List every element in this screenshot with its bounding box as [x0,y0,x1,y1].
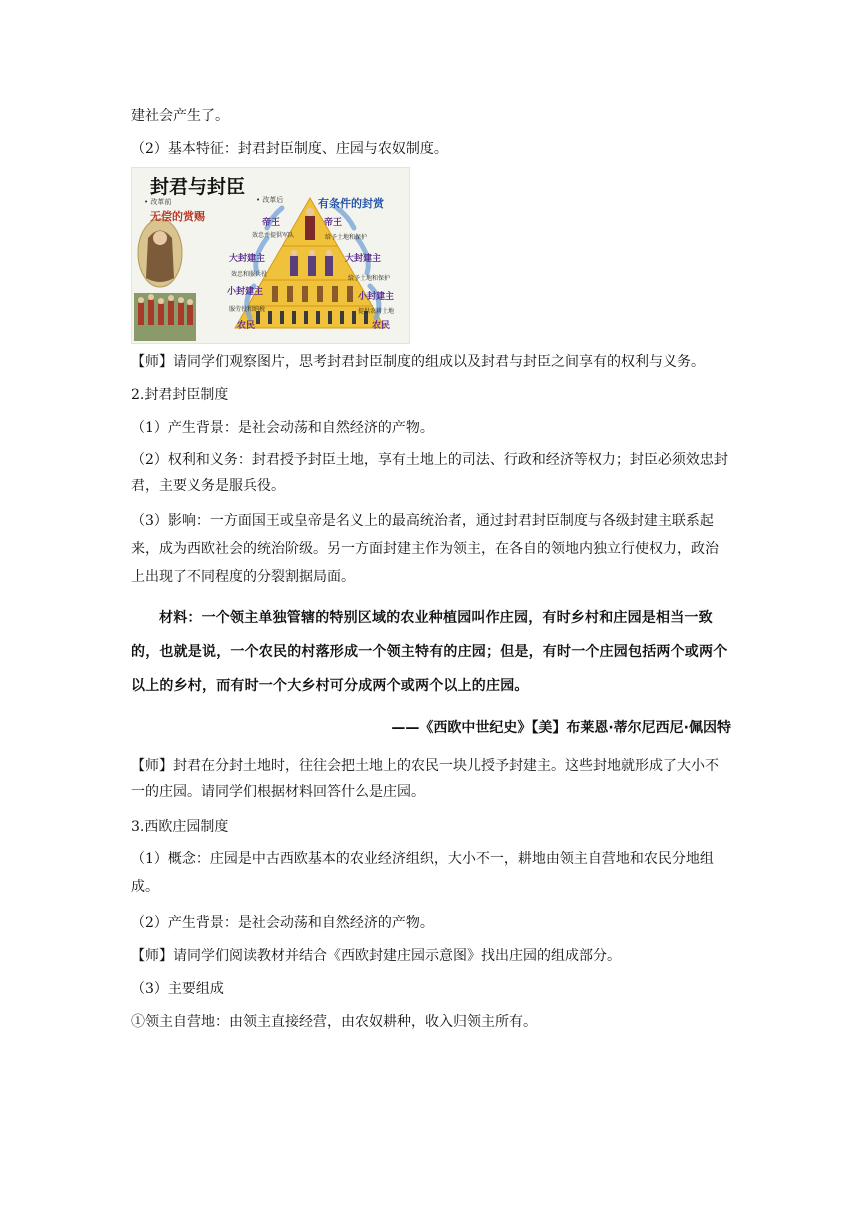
note-give-land-2: 给予土地和保护 [348,275,391,282]
paragraph-manor-background: （2）产生背景：是社会动荡和自然经济的产物。 [131,915,434,931]
paragraph-background: （1）产生背景：是社会动荡和自然经济的产物。 [131,420,434,436]
section-heading-manor-system: 3.西欧庄园制度 [131,819,229,835]
paragraph-line: 建社会产生了。 [131,108,229,124]
label-peasant-left: 农民 [237,321,256,331]
paragraph-demesne: ①领主自营地：由领主直接经营，由农奴耕种，收入归领主所有。 [131,1014,537,1030]
label-peasant-right: 农民 [372,321,391,331]
note-loyal-service: 效忠和服兵役 [231,271,268,278]
label-emperor-left: 帝王 [262,218,281,228]
label-before: • 改革前 [144,198,172,206]
label-small-lord-left: 小封建主 [227,287,264,297]
section-heading-feudal-system: 2.封君封臣制度 [131,387,229,403]
right-heading: 有条件的封赏 [318,197,384,210]
teacher-prompt-manor: 【师】封君在分封土地时，往往会把土地上的农民一块儿授予封建主。这些封地就形成了大小不一的庄园。请同学们根据材料回答什么是庄园。 [131,758,719,800]
material-quote: 材料：一个领主单独管辖的特别区域的农业种植园叫作庄园，有时乡村和庄园是相当一致的，也就是说，一个农民的村落形成一个领主特有的庄园；但是，有时一个庄园包括两个或两个以上的乡村，而有时一个大乡村可分成两个或两个以上的庄园。 [131,610,728,694]
label-great-lord-right: 大封建主 [345,254,382,264]
label-after: • 改革后 [256,196,284,204]
section-heading-main-components: （3）主要组成 [131,981,224,997]
paragraph-basic-features: （2）基本特征：封君封臣制度、庄园与农奴制度。 [131,141,448,157]
teacher-prompt-observe: 【师】请同学们观察图片，思考封君封臣制度的组成以及封君与封臣之间享有的权利与义务。 [131,354,705,370]
left-heading: 无偿的赏赐 [150,210,205,223]
label-great-lord-left: 大封建主 [229,254,266,264]
paragraph-rights-duties: （2）权利和义务：封君授予封臣土地，享有土地上的司法、行政和经济等权力；封臣必须效忠封君，主要义务是服兵役。 [131,452,728,494]
note-loyal-troops: 效忠并提供军队 [252,232,295,239]
figure-title: 封君与封臣 [150,176,246,198]
feudal-pyramid-figure [131,167,410,344]
note-give-land: 给予土地和保护 [325,234,368,241]
label-small-lord-right: 小封建主 [358,292,395,302]
paragraph-impact: （3）影响：一方面国王或皇帝是名义上的最高统治者，通过封君封臣制度与各级封建主联系起来，成为西欧社会的统治阶级。另一方面封建主作为领主，在各自的领地内独立行使权力，政治上出现了不同程度的分裂割据局面。 [131,513,719,585]
note-labor: 服劳役和纳税 [229,306,266,313]
label-emperor-right: 帝王 [324,218,343,228]
material-source: ——《西欧中世纪史》【美】布莱恩·蒂尔尼西尼·佩因特 [391,720,731,736]
document-body [131,106,731,1032]
note-farm: 提供农耕土地 [358,308,395,315]
teacher-prompt-read: 【师】请同学们阅读教材并结合《西欧封建庄园示意图》找出庄园的组成部分。 [131,948,621,964]
paragraph-manor-concept: （1）概念：庄园是中古西欧基本的农业经济组织，大小不一，耕地由领主自营地和农民分地组成。 [131,851,714,895]
